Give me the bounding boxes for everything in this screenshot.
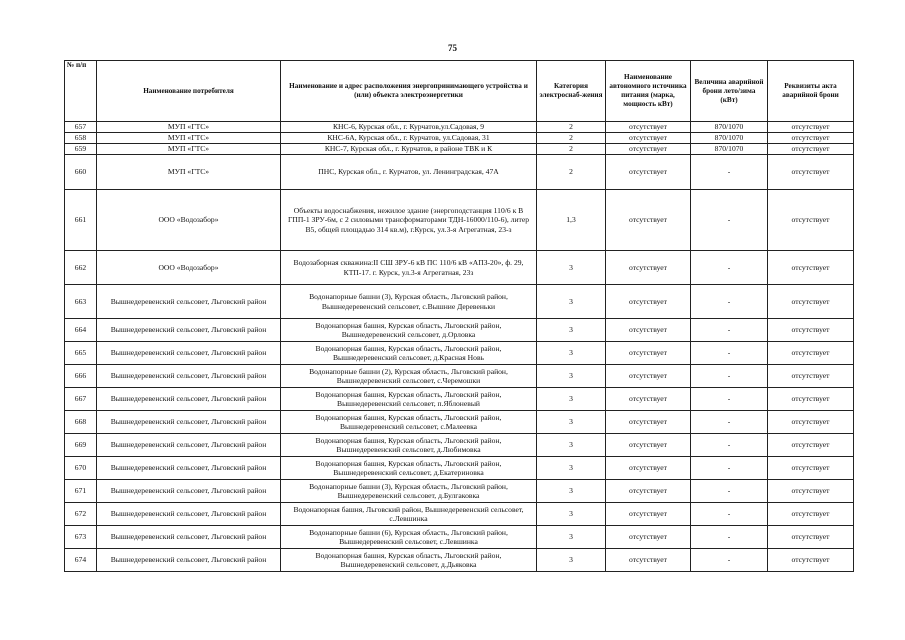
cell-emergency-reserve: 870/1070 (691, 133, 768, 144)
cell-act-details: отсутствует (768, 285, 854, 319)
cell-category: 3 (537, 503, 606, 526)
cell-category: 2 (537, 144, 606, 155)
cell-autonomous-source: отсутствует (606, 122, 691, 133)
cell-autonomous-source: отсутствует (606, 526, 691, 549)
cell-act-details: отсутствует (768, 549, 854, 572)
cell-act-details: отсутствует (768, 190, 854, 251)
cell-act-details: отсутствует (768, 388, 854, 411)
cell-autonomous-source: отсутствует (606, 503, 691, 526)
cell-object-address: КНС-7, Курская обл., г. Курчатов, в районе ТВК и К (281, 144, 537, 155)
cell-category: 1,3 (537, 190, 606, 251)
cell-object-address: Водонапорная башня, Курская область, Льговский район, Вышнедеревенский сельсовет, д.Красная Новь (281, 342, 537, 365)
cell-category: 2 (537, 155, 606, 190)
header-number: № п/п (65, 61, 97, 122)
table-row (65, 133, 854, 144)
cell-act-details: отсутствует (768, 319, 854, 342)
table-row (65, 457, 854, 480)
cell-act-details: отсутствует (768, 144, 854, 155)
cell-number: 657 (65, 122, 97, 133)
table-row (65, 388, 854, 411)
table-row (65, 480, 854, 503)
cell-act-details: отсутствует (768, 411, 854, 434)
cell-emergency-reserve: - (691, 457, 768, 480)
cell-object-address: Объекты водоснабжения, нежилое здание (энергоподстанция 110/6 к В ГПП-1 ЗРУ-6м, с 2 силовыми трансформаторами ТДН-16000/110-6), литер В5, общей площадью 314 кв.м), г.Курск, ул.3-я Агрегатная, 23-з (281, 190, 537, 251)
cell-consumer: МУП «ГТС» (97, 144, 281, 155)
header-consumer: Наименование потребителя (97, 61, 281, 122)
cell-object-address: ПНС, Курская обл., г. Курчатов, ул. Ленинградская, 47А (281, 155, 537, 190)
cell-autonomous-source: отсутствует (606, 342, 691, 365)
table-row (65, 549, 854, 572)
cell-category: 3 (537, 251, 606, 285)
cell-emergency-reserve: - (691, 319, 768, 342)
cell-emergency-reserve: - (691, 549, 768, 572)
cell-category: 3 (537, 549, 606, 572)
table-row (65, 434, 854, 457)
cell-consumer: Вышнедеревенский сельсовет, Льговский район (97, 549, 281, 572)
cell-autonomous-source: отсутствует (606, 190, 691, 251)
cell-consumer: ООО «Водозабор» (97, 190, 281, 251)
cell-consumer: Вышнедеревенский сельсовет, Льговский район (97, 480, 281, 503)
cell-emergency-reserve: - (691, 480, 768, 503)
cell-object-address: Водонапорная башня, Курская область, Льговский район, Вышнедеревенский сельсовет, с.Малеевка (281, 411, 537, 434)
cell-autonomous-source: отсутствует (606, 457, 691, 480)
cell-emergency-reserve: - (691, 365, 768, 388)
cell-number: 667 (65, 388, 97, 411)
table-row (65, 155, 854, 190)
cell-autonomous-source: отсутствует (606, 388, 691, 411)
cell-category: 3 (537, 411, 606, 434)
table-row (65, 251, 854, 285)
cell-consumer: Вышнедеревенский сельсовет, Льговский район (97, 388, 281, 411)
cell-consumer: МУП «ГТС» (97, 155, 281, 190)
cell-object-address: Водонапорная башня, Курская область, Льговский район, Вышнедеревенский сельсовет, д.Екатериновка (281, 457, 537, 480)
cell-object-address: Водонапорная башня, Курская область, Льговский район, Вышнедеревенский сельсовет, д.Любимовка (281, 434, 537, 457)
cell-object-address: КНС-6А, Курская обл., г. Курчатов, ул.Садовая, 31 (281, 133, 537, 144)
cell-emergency-reserve: 870/1070 (691, 144, 768, 155)
cell-emergency-reserve: 870/1070 (691, 122, 768, 133)
cell-act-details: отсутствует (768, 342, 854, 365)
cell-category: 3 (537, 388, 606, 411)
cell-number: 660 (65, 155, 97, 190)
cell-autonomous-source: отсутствует (606, 285, 691, 319)
cell-act-details: отсутствует (768, 526, 854, 549)
header-category: Категория электроснаб-жения (537, 61, 606, 122)
page-number: 75 (448, 43, 457, 53)
header-object-address: Наименование и адрес расположения энергопринимающего устройства и (или) объекта электроэнергетики (281, 61, 537, 122)
cell-consumer: Вышнедеревенский сельсовет, Льговский район (97, 365, 281, 388)
cell-act-details: отсутствует (768, 434, 854, 457)
cell-number: 658 (65, 133, 97, 144)
cell-emergency-reserve: - (691, 251, 768, 285)
table-row (65, 285, 854, 319)
header-autonomous-source: Наименование автономного источника питания (марка, мощность кВт) (606, 61, 691, 122)
cell-number: 672 (65, 503, 97, 526)
cell-consumer: Вышнедеревенский сельсовет, Льговский район (97, 319, 281, 342)
cell-autonomous-source: отсутствует (606, 480, 691, 503)
cell-number: 668 (65, 411, 97, 434)
cell-emergency-reserve: - (691, 526, 768, 549)
table-row (65, 122, 854, 133)
cell-number: 659 (65, 144, 97, 155)
table-row (65, 144, 854, 155)
cell-act-details: отсутствует (768, 251, 854, 285)
table-row (65, 342, 854, 365)
cell-number: 662 (65, 251, 97, 285)
table-row (65, 190, 854, 251)
cell-number: 673 (65, 526, 97, 549)
cell-category: 3 (537, 365, 606, 388)
cell-object-address: Водонапорные башни (2), Курская область, Льговский район, Вышнедеревенский сельсовет, с.Черемошки (281, 365, 537, 388)
cell-act-details: отсутствует (768, 122, 854, 133)
header-emergency-reserve: Величина аварийной брони лето/зима (кВт) (691, 61, 768, 122)
cell-object-address: Водонапорные башни (6), Курская область, Льговский район, Вышнедеревенский сельсовет, с.Левшинка (281, 526, 537, 549)
cell-consumer: Вышнедеревенский сельсовет, Льговский район (97, 503, 281, 526)
cell-autonomous-source: отсутствует (606, 155, 691, 190)
cell-category: 3 (537, 319, 606, 342)
cell-autonomous-source: отсутствует (606, 144, 691, 155)
cell-number: 671 (65, 480, 97, 503)
cell-category: 3 (537, 434, 606, 457)
table-row (65, 411, 854, 434)
cell-act-details: отсутствует (768, 480, 854, 503)
cell-category: 2 (537, 133, 606, 144)
cell-object-address: Водозаборная скважина:II СШ ЗРУ-6 кВ ПС 110/6 кВ «АПЗ-20», ф. 29, КТП-17. г. Курск, ул.3-я Агрегатная, 23з (281, 251, 537, 285)
cell-emergency-reserve: - (691, 503, 768, 526)
cell-emergency-reserve: - (691, 285, 768, 319)
cell-consumer: Вышнедеревенский сельсовет, Льговский район (97, 457, 281, 480)
cell-autonomous-source: отсутствует (606, 365, 691, 388)
cell-object-address: Водонапорная башня, Льговский район, Вышнедеревенский сельсовет, с.Левшинка (281, 503, 537, 526)
cell-emergency-reserve: - (691, 190, 768, 251)
table-row (65, 503, 854, 526)
cell-consumer: Вышнедеревенский сельсовет, Льговский район (97, 411, 281, 434)
cell-number: 666 (65, 365, 97, 388)
header-act-details: Реквизиты акта аварийной брони (768, 61, 854, 122)
cell-autonomous-source: отсутствует (606, 434, 691, 457)
cell-category: 3 (537, 285, 606, 319)
cell-emergency-reserve: - (691, 155, 768, 190)
cell-category: 3 (537, 526, 606, 549)
cell-emergency-reserve: - (691, 342, 768, 365)
cell-consumer: ООО «Водозабор» (97, 251, 281, 285)
cell-consumer: Вышнедеревенский сельсовет, Льговский район (97, 526, 281, 549)
cell-consumer: Вышнедеревенский сельсовет, Льговский район (97, 434, 281, 457)
cell-category: 3 (537, 342, 606, 365)
data-table (64, 60, 854, 572)
cell-act-details: отсутствует (768, 155, 854, 190)
cell-autonomous-source: отсутствует (606, 411, 691, 434)
cell-object-address: Водонапорная башня, Курская область, Льговский район, Вышнедеревенский сельсовет, д.Орловка (281, 319, 537, 342)
cell-object-address: Водонапорная башня, Курская область, Льговский район, Вышнедеревенский сельсовет, п.Яблоневый (281, 388, 537, 411)
cell-number: 665 (65, 342, 97, 365)
cell-number: 669 (65, 434, 97, 457)
cell-number: 661 (65, 190, 97, 251)
cell-consumer: МУП «ГТС» (97, 122, 281, 133)
cell-consumer: Вышнедеревенский сельсовет, Льговский район (97, 285, 281, 319)
cell-object-address: КНС-6, Курская обл., г. Курчатов,ул.Садовая, 9 (281, 122, 537, 133)
cell-act-details: отсутствует (768, 457, 854, 480)
cell-category: 3 (537, 457, 606, 480)
cell-autonomous-source: отсутствует (606, 133, 691, 144)
cell-autonomous-source: отсутствует (606, 251, 691, 285)
cell-category: 2 (537, 122, 606, 133)
table-row (65, 319, 854, 342)
cell-consumer: МУП «ГТС» (97, 133, 281, 144)
table-body (65, 122, 854, 572)
cell-object-address: Водонапорные башни (3), Курская область, Льговский район, Вышнедеревенский сельсовет, д.Булгаковка (281, 480, 537, 503)
cell-emergency-reserve: - (691, 388, 768, 411)
table-row (65, 365, 854, 388)
cell-number: 670 (65, 457, 97, 480)
cell-act-details: отсутствует (768, 503, 854, 526)
cell-object-address: Водонапорная башня, Курская область, Льговский район, Вышнедеревенский сельсовет, д.Дьяковка (281, 549, 537, 572)
cell-autonomous-source: отсутствует (606, 549, 691, 572)
cell-act-details: отсутствует (768, 365, 854, 388)
cell-category: 3 (537, 480, 606, 503)
cell-emergency-reserve: - (691, 411, 768, 434)
cell-autonomous-source: отсутствует (606, 319, 691, 342)
cell-consumer: Вышнедеревенский сельсовет, Льговский район (97, 342, 281, 365)
table-row (65, 526, 854, 549)
cell-emergency-reserve: - (691, 434, 768, 457)
cell-object-address: Водонапорные башни (3), Курская область, Льговский район, Вышнедеревенский сельсовет, с.Вышние Деревеньки (281, 285, 537, 319)
table-header-row (65, 61, 854, 122)
cell-number: 674 (65, 549, 97, 572)
cell-act-details: отсутствует (768, 133, 854, 144)
cell-number: 663 (65, 285, 97, 319)
cell-number: 664 (65, 319, 97, 342)
